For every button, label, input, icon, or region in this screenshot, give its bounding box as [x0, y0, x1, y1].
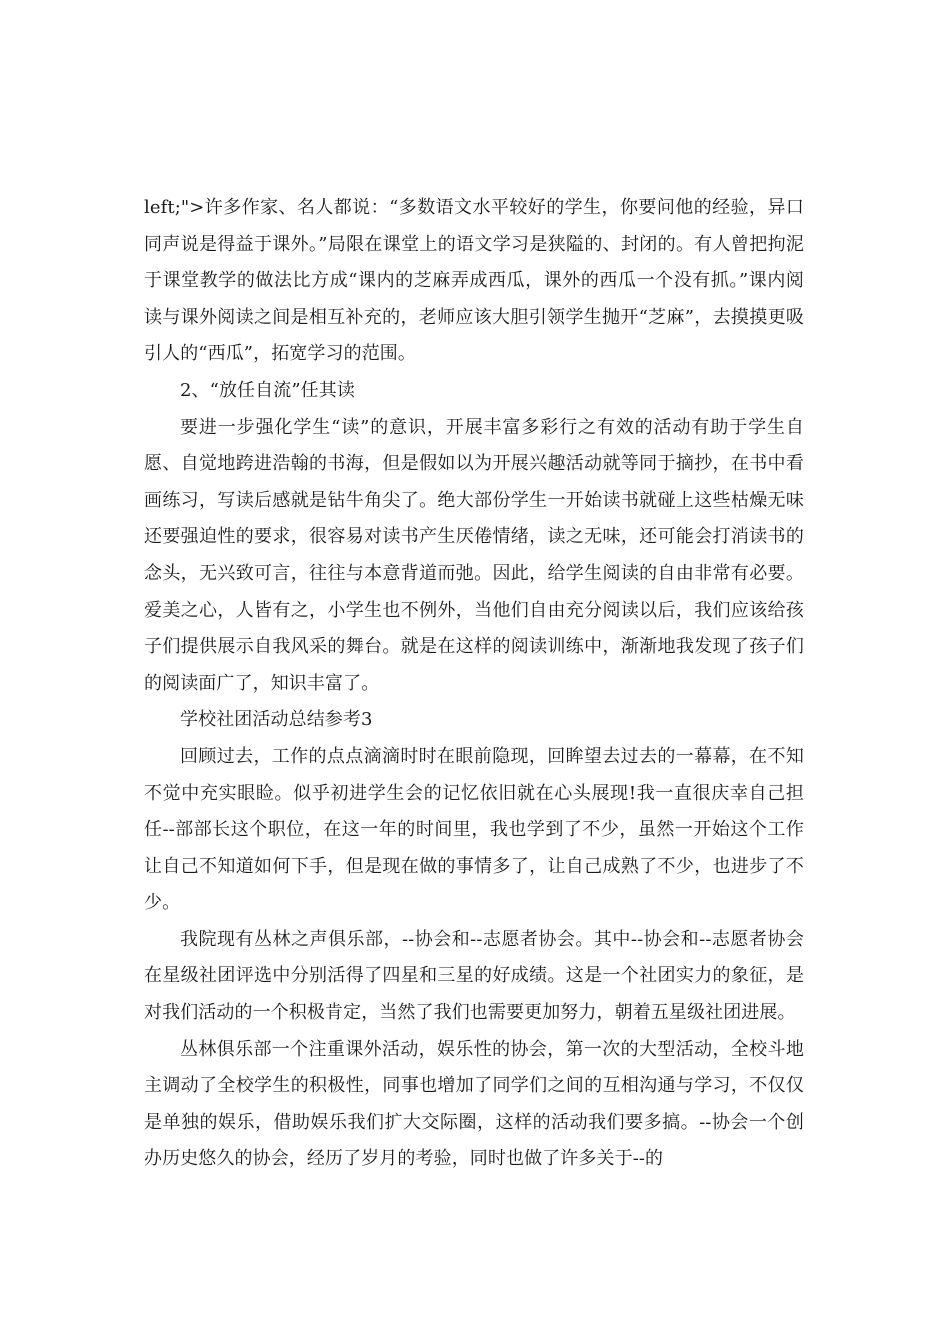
paragraph-intro: left;">许多作家、名人都说：“多数语文水平较好的学生，你要问他的经验，异口同声说是得益于课外。”局限在课堂上的语文学习是狭隘的、封闭的。有人曾把拘泥于课堂教学的做法比方成“课内的芝麻弄成西瓜，课外的西瓜一个没有抓。”课内阅读与课外阅读之间是相互补充的，老师应该大胆引领学生抛开“芝麻”，去摸摸更吸引人的“西瓜”，拓宽学习的范围。 [144, 197, 804, 365]
section-title: 学校社团活动总结参考3 [180, 709, 373, 731]
paragraph-subheading-reading: 2、“放任自流”任其读 [180, 379, 355, 401]
paragraph-activities: 丛林俱乐部一个注重课外活动，娱乐性的协会，第一次的大型活动，全校斗地主调动了全校学生的积极性，同事也增加了同学们之间的互相沟通与学习，不仅仅是单独的娱乐，借助娱乐我们扩大交际圈，这样的活动我们要多搞。--协会一个创办历史悠久的协会，经历了岁月的考验，同时也做了许多关于--的 [144, 1038, 804, 1170]
paragraph-clubs: 我院现有丛林之声俱乐部，--协会和--志愿者协会。其中--协会和--志愿者协会在星级社团评选中分别活得了四星和三星的好成绩。这是一个社团实力的象征，是对我们活动的一个积极肯定，当然了我们也需要更加努力，朝着五星级社团进展。 [144, 928, 804, 1024]
paragraph-review: 回顾过去，工作的点点滴滴时时在眼前隐现，回眸望去过去的一幕幕，在不知不觉中充实眼睑。似乎初进学生会的记忆依旧就在心头展现!我一直很庆幸自己担任--部部长这个职位，在这一年的时间里，我也学到了不少，虽然一开始这个工作让自己不知道如何下手，但是现在做的事情多了，让自己成熟了不少，也进步了不少。 [144, 745, 804, 914]
document-body [144, 190, 804, 1178]
paragraph-reading-freedom: 要进一步强化学生“读”的意识，开展丰富多彩行之有效的活动有助于学生自愿、自觉地跨进浩翰的书海，但是假如以为开展兴趣活动就等同于摘抄，在书中看画练习，写读后感就是钻牛角尖了。绝大部份学生一开始读书就碰上这些枯燥无味还要强迫性的要求，很容易对读书产生厌倦情绪，读之无味，还可能会打消读书的念头，无兴致可言，往往与本意背道而弛。因此，给学生阅读的自由非常有必要。爱美之心，人皆有之，小学生也不例外，当他们自由充分阅读以后，我们应该给孩子们提供展示自我风采的舞台。就是在这样的阅读训练中，渐渐地我发现了孩子们的阅读面广了，知识丰富了。 [144, 416, 804, 694]
